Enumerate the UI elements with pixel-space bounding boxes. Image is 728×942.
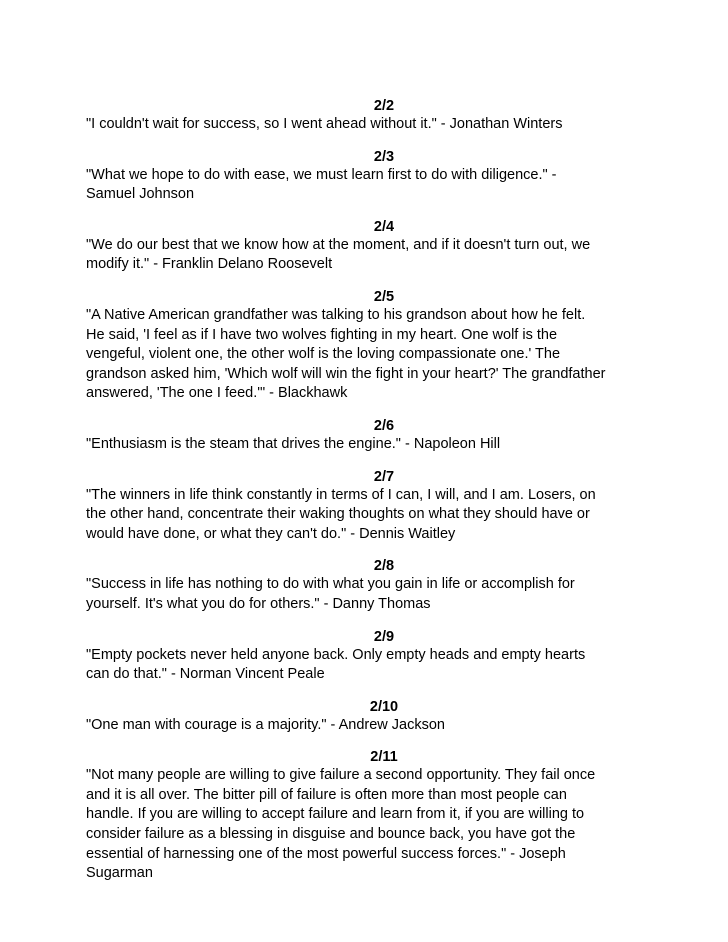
quote-entry: [86, 628, 646, 685]
entry-date: 2/4: [373, 218, 395, 235]
quote-text: [86, 115, 646, 135]
quote-line: "The winners in life think constantly in terms of I can, I will, and I am. Losers, on: [86, 486, 596, 503]
quote-line: "Empty pockets never held anyone back. Only empty heads and empty hearts: [86, 646, 586, 663]
entry-date: 2/9: [373, 628, 395, 645]
quote-line: modify it." - Franklin Delano Roosevelt: [86, 256, 333, 273]
quote-line: yourself. It's what you do for others." - Danny Thomas: [86, 595, 431, 612]
quote-line: "Not many people are willing to give failure a second opportunity. They fail once: [86, 767, 596, 784]
quote-line: consider failure as a blessing in disguise and bounce back, you have got the: [86, 826, 576, 843]
quote-text: [86, 766, 646, 884]
quote-entry: [86, 557, 646, 614]
entry-date: 2/3: [373, 148, 395, 165]
quote-list: [86, 97, 646, 884]
entry-date: 2/6: [373, 417, 395, 434]
quote-line: grandson asked him, 'Which wolf will win the fight in your heart?' The grandfather: [86, 365, 606, 382]
quote-line: "Enthusiasm is the steam that drives the engine." - Napoleon Hill: [86, 435, 501, 452]
entry-date: 2/2: [373, 98, 395, 114]
quote-entry: [86, 748, 646, 884]
quote-line: Samuel Johnson: [86, 186, 195, 203]
quote-line: Sugarman: [86, 865, 153, 882]
quote-line: He said, 'I feel as if I have two wolves fighting in my heart. One wolf is the: [86, 326, 558, 343]
quote-line: and it is all over. The bitter pill of failure is often more than most people can: [86, 786, 567, 803]
quote-line: vengeful, violent one, the other wolf is the loving compassionate one.' The: [86, 346, 561, 363]
quote-entry: [86, 288, 646, 404]
quote-text: [86, 486, 646, 545]
quote-line: handle. If you are willing to accept failure and learn from it, if you are willing to: [86, 806, 585, 823]
quote-line: can do that." - Norman Vincent Peale: [86, 666, 325, 683]
quote-text: [86, 575, 646, 614]
quote-text: [86, 646, 646, 685]
quote-line: answered, 'The one I feed.'" - Blackhawk: [86, 385, 348, 402]
entry-date: 2/7: [373, 468, 395, 485]
quote-text: [86, 166, 646, 205]
quote-line: "Success in life has nothing to do with what you gain in life or accomplish for: [86, 576, 575, 593]
quote-line: the other hand, concentrate their waking thoughts on what they should have or: [86, 506, 590, 523]
quote-entry: [86, 468, 646, 545]
quote-line: essential of harnessing one of the most powerful success forces." - Joseph: [86, 845, 566, 862]
entry-date: 2/8: [373, 558, 395, 575]
quote-line: "What we hope to do with ease, we must learn first to do with diligence." -: [86, 166, 557, 183]
entry-date: 2/10: [369, 698, 399, 715]
quote-entry: [86, 218, 646, 275]
quote-entry: [86, 97, 646, 135]
quote-entry: [86, 698, 646, 736]
quote-text: [86, 306, 646, 404]
quote-entry: [86, 417, 646, 455]
quote-line: "One man with courage is a majority." - Andrew Jackson: [86, 716, 445, 733]
quote-line: "A Native American grandfather was talking to his grandson about how he felt.: [86, 306, 586, 323]
quote-line: "I couldn't wait for success, so I went ahead without it." - Jonathan Winters: [86, 116, 563, 132]
quote-entry: [86, 148, 646, 205]
quote-line: "We do our best that we know how at the moment, and if it doesn't turn out, we: [86, 236, 591, 253]
entry-date: 2/11: [370, 749, 398, 766]
quote-line: would have done, or what they can't do." - Dennis Waitley: [86, 525, 456, 542]
quote-text: [86, 236, 646, 275]
document-page: [86, 97, 646, 897]
entry-date: 2/5: [373, 288, 395, 305]
quote-text: [86, 716, 646, 736]
quote-text: [86, 435, 646, 455]
